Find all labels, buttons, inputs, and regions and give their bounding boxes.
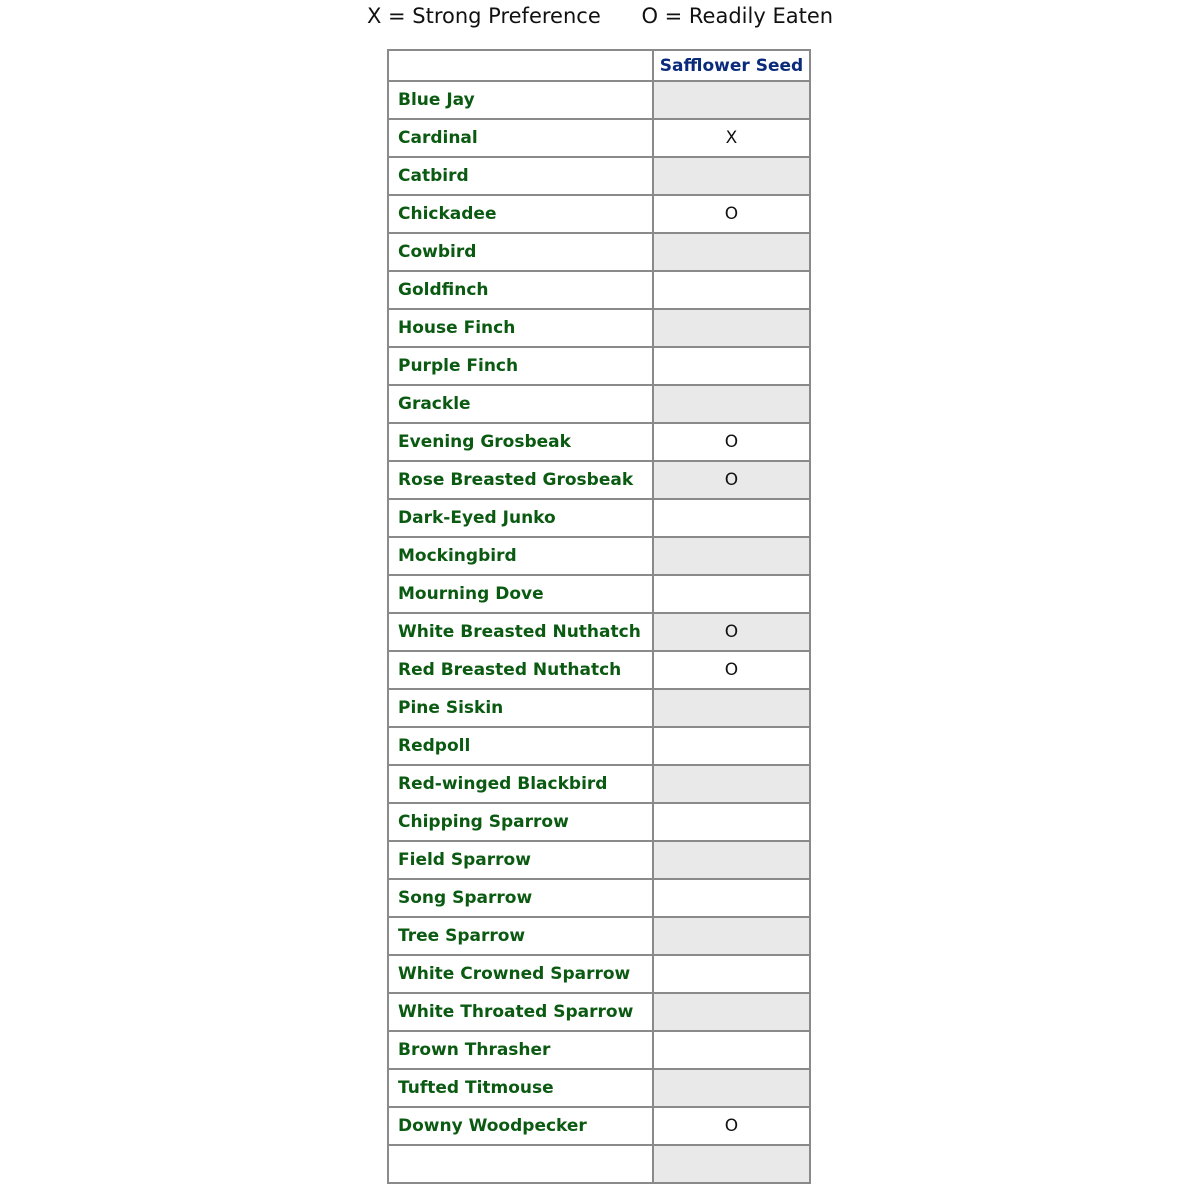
- table-row: [388, 727, 810, 765]
- table-row: [388, 651, 810, 689]
- safflower-value: [653, 879, 810, 917]
- bird-name: Cardinal: [388, 119, 653, 157]
- bird-food-table: [387, 49, 811, 1184]
- bird-name: Red-winged Blackbird: [388, 765, 653, 803]
- bird-name: Grackle: [388, 385, 653, 423]
- table-row: [388, 879, 810, 917]
- safflower-value: [653, 1145, 810, 1183]
- bird-name: Tufted Titmouse: [388, 1069, 653, 1107]
- column-header-safflower: Safflower Seed: [653, 50, 810, 81]
- table-row: [388, 385, 810, 423]
- bird-name: White Breasted Nuthatch: [388, 613, 653, 651]
- table-row: [388, 803, 810, 841]
- bird-name: Song Sparrow: [388, 879, 653, 917]
- bird-name: Red Breasted Nuthatch: [388, 651, 653, 689]
- safflower-value: [653, 385, 810, 423]
- safflower-value: X: [653, 119, 810, 157]
- bird-name: White Crowned Sparrow: [388, 955, 653, 993]
- safflower-value: [653, 81, 810, 119]
- table-row: [388, 157, 810, 195]
- bird-name: Cowbird: [388, 233, 653, 271]
- safflower-value: [653, 917, 810, 955]
- safflower-value: [653, 993, 810, 1031]
- table-row: [388, 271, 810, 309]
- safflower-value: [653, 841, 810, 879]
- bird-name: House Finch: [388, 309, 653, 347]
- safflower-value: O: [653, 423, 810, 461]
- bird-name: White Throated Sparrow: [388, 993, 653, 1031]
- header-row: [388, 50, 810, 81]
- bird-name: Downy Woodpecker: [388, 1107, 653, 1145]
- bird-name: Catbird: [388, 157, 653, 195]
- bird-name: Pine Siskin: [388, 689, 653, 727]
- safflower-value: [653, 803, 810, 841]
- safflower-value: [653, 765, 810, 803]
- bird-name: Goldfinch: [388, 271, 653, 309]
- table-row: [388, 423, 810, 461]
- bird-name: Brown Thrasher: [388, 1031, 653, 1069]
- table-row: [388, 765, 810, 803]
- safflower-value: O: [653, 651, 810, 689]
- safflower-value: [653, 727, 810, 765]
- legend-readily-eaten: O = Readily Eaten: [641, 4, 834, 28]
- safflower-value: [653, 157, 810, 195]
- safflower-value: O: [653, 613, 810, 651]
- bird-name: Tree Sparrow: [388, 917, 653, 955]
- table-row: [388, 81, 810, 119]
- table-row: [388, 689, 810, 727]
- safflower-value: O: [653, 461, 810, 499]
- safflower-value: [653, 271, 810, 309]
- safflower-value: [653, 347, 810, 385]
- bird-name: Rose Breasted Grosbeak: [388, 461, 653, 499]
- bird-name: Chipping Sparrow: [388, 803, 653, 841]
- table-row: [388, 1069, 810, 1107]
- legend-strong-preference: X = Strong Preference: [366, 4, 601, 28]
- table-row: [388, 309, 810, 347]
- table-row: [388, 461, 810, 499]
- safflower-value: [653, 537, 810, 575]
- table-row-partial: [388, 1145, 810, 1183]
- legend: [0, 4, 1200, 28]
- table-row: [388, 119, 810, 157]
- table-row: [388, 841, 810, 879]
- bird-name: Purple Finch: [388, 347, 653, 385]
- safflower-value: [653, 1031, 810, 1069]
- safflower-value: [653, 1069, 810, 1107]
- table-row: [388, 195, 810, 233]
- safflower-value: [653, 689, 810, 727]
- safflower-value: [653, 233, 810, 271]
- table-row: [388, 537, 810, 575]
- bird-name: Field Sparrow: [388, 841, 653, 879]
- safflower-value: O: [653, 195, 810, 233]
- bird-name: Blue Jay: [388, 81, 653, 119]
- safflower-value: O: [653, 1107, 810, 1145]
- safflower-value: [653, 575, 810, 613]
- table-row: [388, 993, 810, 1031]
- table-row: [388, 499, 810, 537]
- safflower-value: [653, 499, 810, 537]
- bird-name: [388, 1145, 653, 1183]
- table-row: [388, 1031, 810, 1069]
- table-row: [388, 1107, 810, 1145]
- bird-name: Redpoll: [388, 727, 653, 765]
- bird-name: Evening Grosbeak: [388, 423, 653, 461]
- bird-name: Dark-Eyed Junko: [388, 499, 653, 537]
- header-empty: [388, 50, 653, 81]
- safflower-value: [653, 309, 810, 347]
- bird-name: Mourning Dove: [388, 575, 653, 613]
- bird-name: Chickadee: [388, 195, 653, 233]
- table-row: [388, 347, 810, 385]
- table-row: [388, 575, 810, 613]
- bird-name: Mockingbird: [388, 537, 653, 575]
- table-row: [388, 955, 810, 993]
- table-row: [388, 233, 810, 271]
- table-row: [388, 917, 810, 955]
- table-row: [388, 613, 810, 651]
- safflower-value: [653, 955, 810, 993]
